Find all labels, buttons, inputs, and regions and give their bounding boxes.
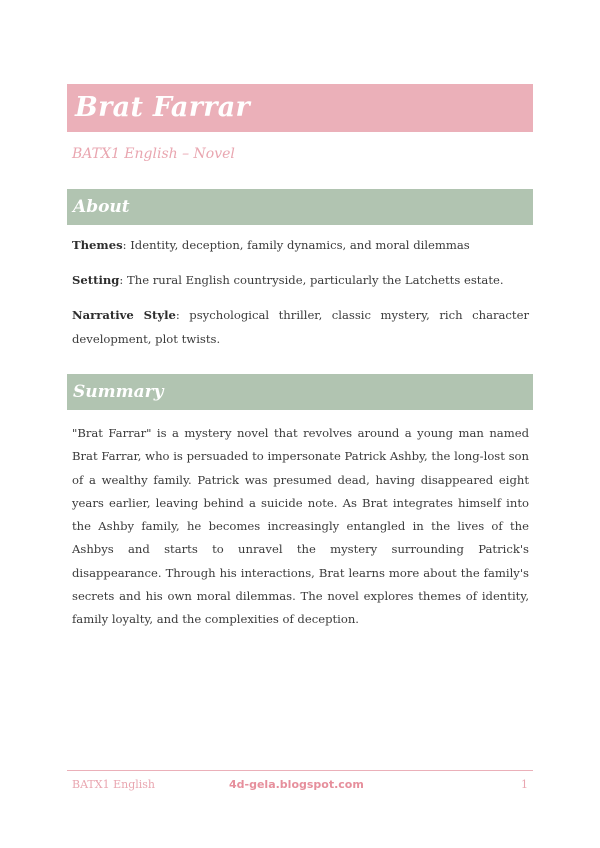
page-subtitle: BATX1 English – Novel xyxy=(72,146,235,162)
summary-heading: Summary xyxy=(73,382,164,402)
setting-label: Setting xyxy=(72,273,120,287)
about-heading: About xyxy=(73,197,130,217)
summary-section-header xyxy=(67,374,533,410)
narrative-style-line xyxy=(72,303,529,351)
footer-divider xyxy=(67,770,533,771)
themes-label: Themes xyxy=(72,238,123,252)
footer-course-label: BATX1 English xyxy=(72,778,156,791)
footer-website-link[interactable]: 4d-gela.blogspot.com xyxy=(229,778,364,791)
themes-value: : Identity, deception, family dynamics, and moral dilemmas xyxy=(122,238,470,252)
setting-line xyxy=(72,268,529,292)
narrative-style-value: : psychological thriller, classic mystery, rich character development, plot twists. xyxy=(72,308,529,346)
title-banner xyxy=(67,84,533,132)
themes-line xyxy=(72,233,529,257)
setting-value: : The rural English countryside, particularly the Latchetts estate. xyxy=(119,273,504,287)
page-title: Brat Farrar xyxy=(75,92,251,123)
about-section-header xyxy=(67,189,533,225)
narrative-style-label: Narrative Style xyxy=(72,308,176,322)
summary-paragraph: "Brat Farrar" is a mystery novel that revolves around a young man named Brat Farrar, who is persuaded to impersonate Patrick Ashby, the long-lost son of a wealthy family. Patrick was presumed dead, having disappeared eight years earlier, leaving behind a suicide note. As Brat integrates himself into the Ashby family, he becomes increasingly entangled in the lives of the Ashbys and starts to unravel the mystery surrounding Patrick's disappearance. Through his interactions, Brat learns more about the family's secrets and his own moral dilemmas. The novel explores themes of identity, family loyalty, and the complexities of deception. xyxy=(72,426,529,627)
footer-page-number: 1 xyxy=(521,778,528,791)
